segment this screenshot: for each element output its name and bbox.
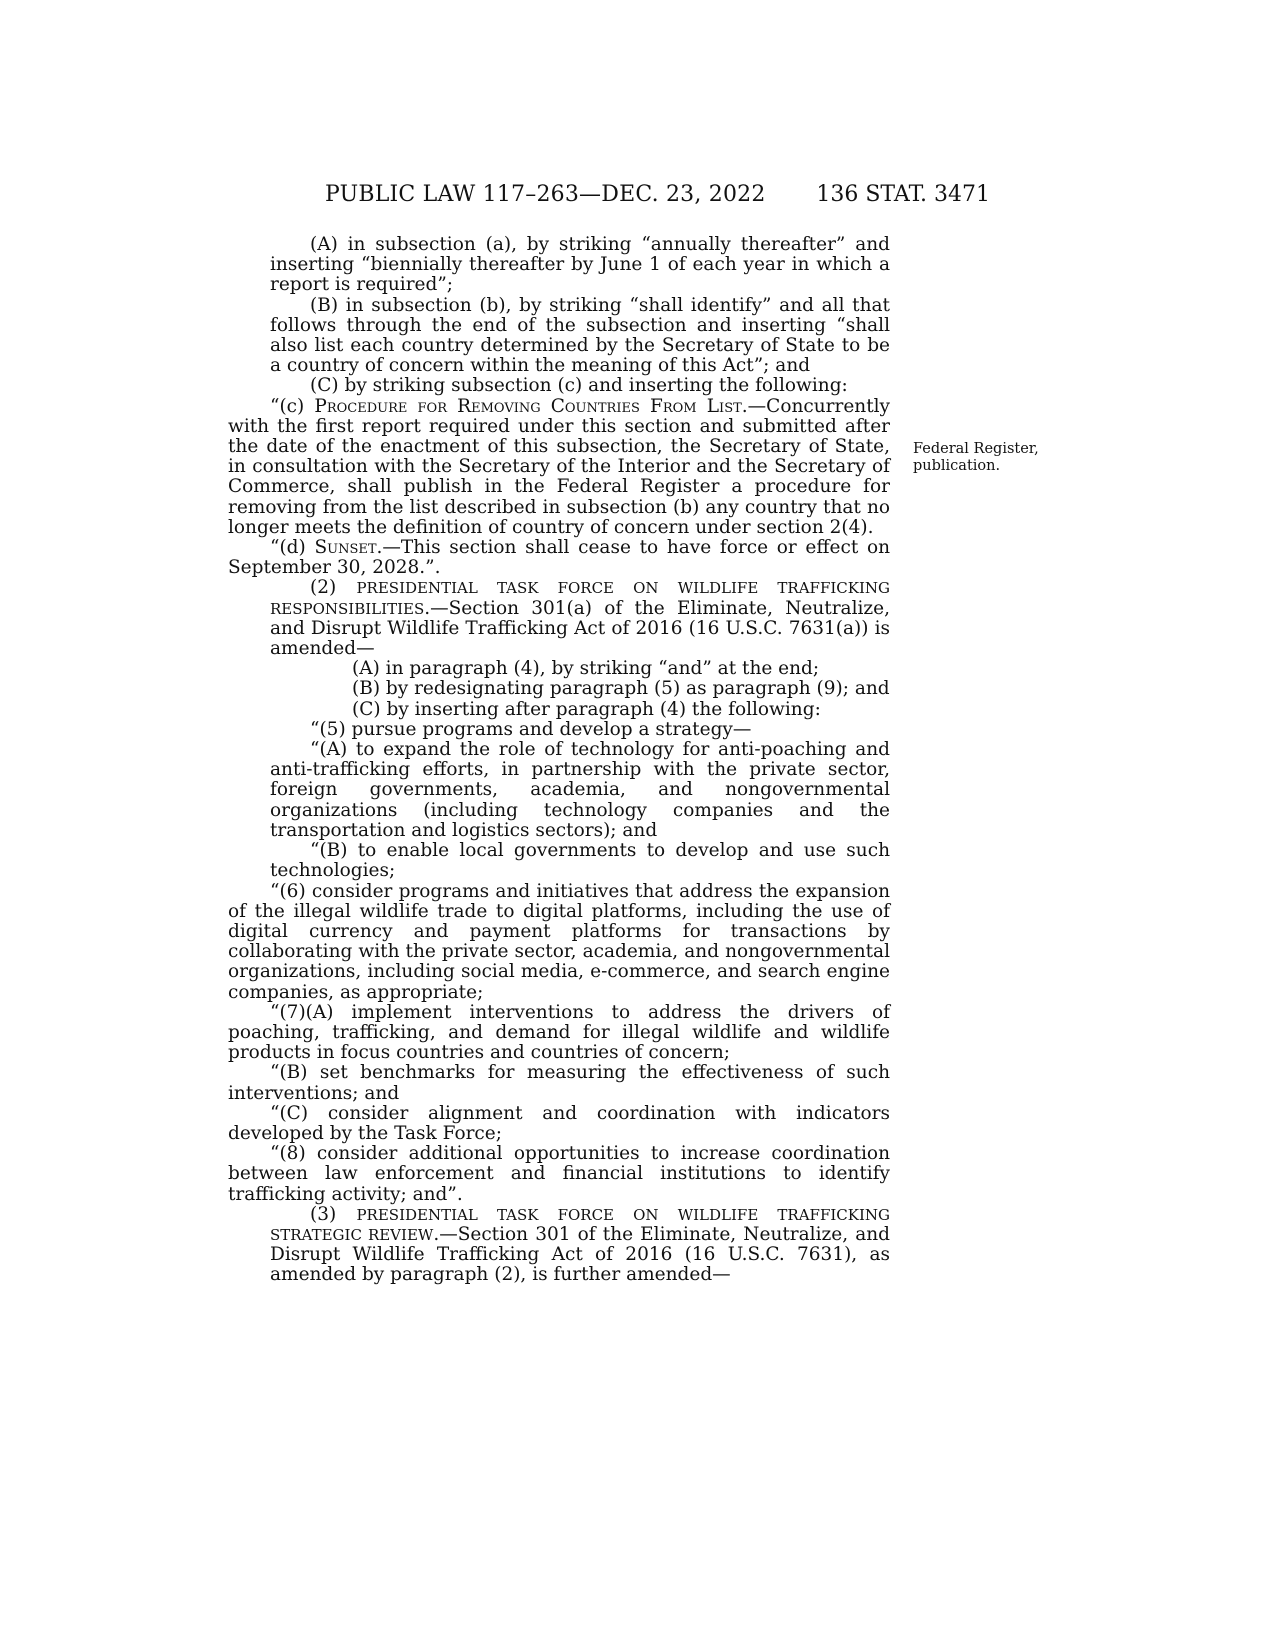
header-page-number: 136 STAT. 3471 — [816, 182, 990, 207]
paragraph: (C) by striking subsection (c) and inserting the following: — [310, 375, 848, 397]
paragraph-heading: PRESIDENTIAL TASK FORCE ON WILDLIFE TRAFFICKING STRATEGIC REVIEW — [270, 1205, 890, 1244]
paragraph: (B) by redesignating paragraph (5) as paragraph (9); and — [352, 678, 890, 700]
paragraph: “(7)(A) implement interventions to address the drivers of poaching, trafficking, and demand for illegal wildlife and wildlife products in focus countries and countries of concern; — [228, 1001, 890, 1064]
document-body — [228, 235, 890, 1286]
paragraph — [270, 1205, 890, 1286]
paragraph: “(5) pursue programs and develop a strategy— — [310, 718, 752, 740]
paragraph-prefix: “(c) — [270, 395, 315, 417]
margin-note-line: publication. — [913, 458, 1001, 474]
paragraph: “(6) consider programs and initiatives that address the expansion of the illegal wildlife trade to digital platforms, including the use of digital currency and payment platforms for transactions by collaborating with the private sector, academia, and nongovernmental organizations, including social media, e-commerce, and search engine companies, as appropriate; — [228, 880, 890, 1003]
paragraph-heading: Procedure for Removing Countries From List — [314, 395, 742, 417]
paragraph: “(A) to expand the role of technology for anti-poaching and anti-trafficking efforts, in partnership with the private sector, foreign governments, academia, and nongovernmental organizations (including technology companies and the transportation and logistics sectors); and — [270, 739, 890, 841]
paragraph-heading: Sunset — [314, 537, 377, 559]
paragraph-prefix: (3) — [310, 1203, 357, 1225]
paragraph-prefix: “(d) — [270, 537, 315, 559]
paragraph: “(C) consider alignment and coordination with indicators developed by the Task Force; — [228, 1102, 890, 1144]
paragraph-heading: PRESIDENTIAL TASK FORCE ON WILDLIFE TRAFFICKING RESPONSIBILITIES — [270, 579, 890, 618]
paragraph: (A) in paragraph (4), by striking “and” at the end; — [352, 658, 820, 680]
paragraph — [270, 578, 890, 659]
paragraph: (B) in subsection (b), by striking “shall identify” and all that follows through the end of the subsection and inserting “shall also list each country determined by the Secretary of State to be a country of concern within the meaning of this Act”; and — [270, 294, 890, 377]
paragraph: “(B) set benchmarks for measuring the effectiveness of such interventions; and — [228, 1062, 890, 1104]
paragraph-prefix: (2) — [310, 577, 357, 599]
paragraph: (C) by inserting after paragraph (4) the following: — [352, 698, 821, 720]
paragraph-text: .—Concurrently with the first report required under this section and submitted after the date of the enactment of this subsection, the Secretary of State, in consultation with the Secretary of the Interior and the Secretary of Commerce, shall publish in the Federal Register a procedure for removing from the list described in subsection (b) any country that no longer meets the definition of country of concern under section 2(4). — [228, 395, 890, 538]
paragraph-text: .—Section 301 of the Eliminate, Neutralize, and Disrupt Wildlife Trafficking Act of 2016 (16 U.S.C. 7631), as amended by paragraph (2), is further amended— — [270, 1223, 890, 1286]
paragraph: “(8) consider additional opportunities to increase coordination between law enforcement and financial institutions to identify trafficking activity; and”. — [228, 1143, 890, 1205]
header-title: PUBLIC LAW 117–263—DEC. 23, 2022 — [325, 182, 766, 207]
paragraph-text: .—Section 301(a) of the Eliminate, Neutralize, and Disrupt Wildlife Trafficking Act of 2016 (16 U.S.C. 7631(a)) is amended— — [270, 597, 890, 660]
margin-note-line: Federal Register, — [913, 441, 1039, 457]
page-header — [0, 182, 1275, 222]
paragraph-text: .—This section shall cease to have force or effect on September 30, 2028.”. — [228, 537, 890, 579]
paragraph — [228, 538, 890, 578]
paragraph — [228, 397, 890, 538]
paragraph: “(B) to enable local governments to develop and use such technologies; — [270, 840, 890, 882]
margin-note — [913, 441, 1053, 475]
paragraph: (A) in subsection (a), by striking “annually thereafter” and inserting “biennially thereafter by June 1 of each year in which a report is required”; — [270, 234, 890, 296]
